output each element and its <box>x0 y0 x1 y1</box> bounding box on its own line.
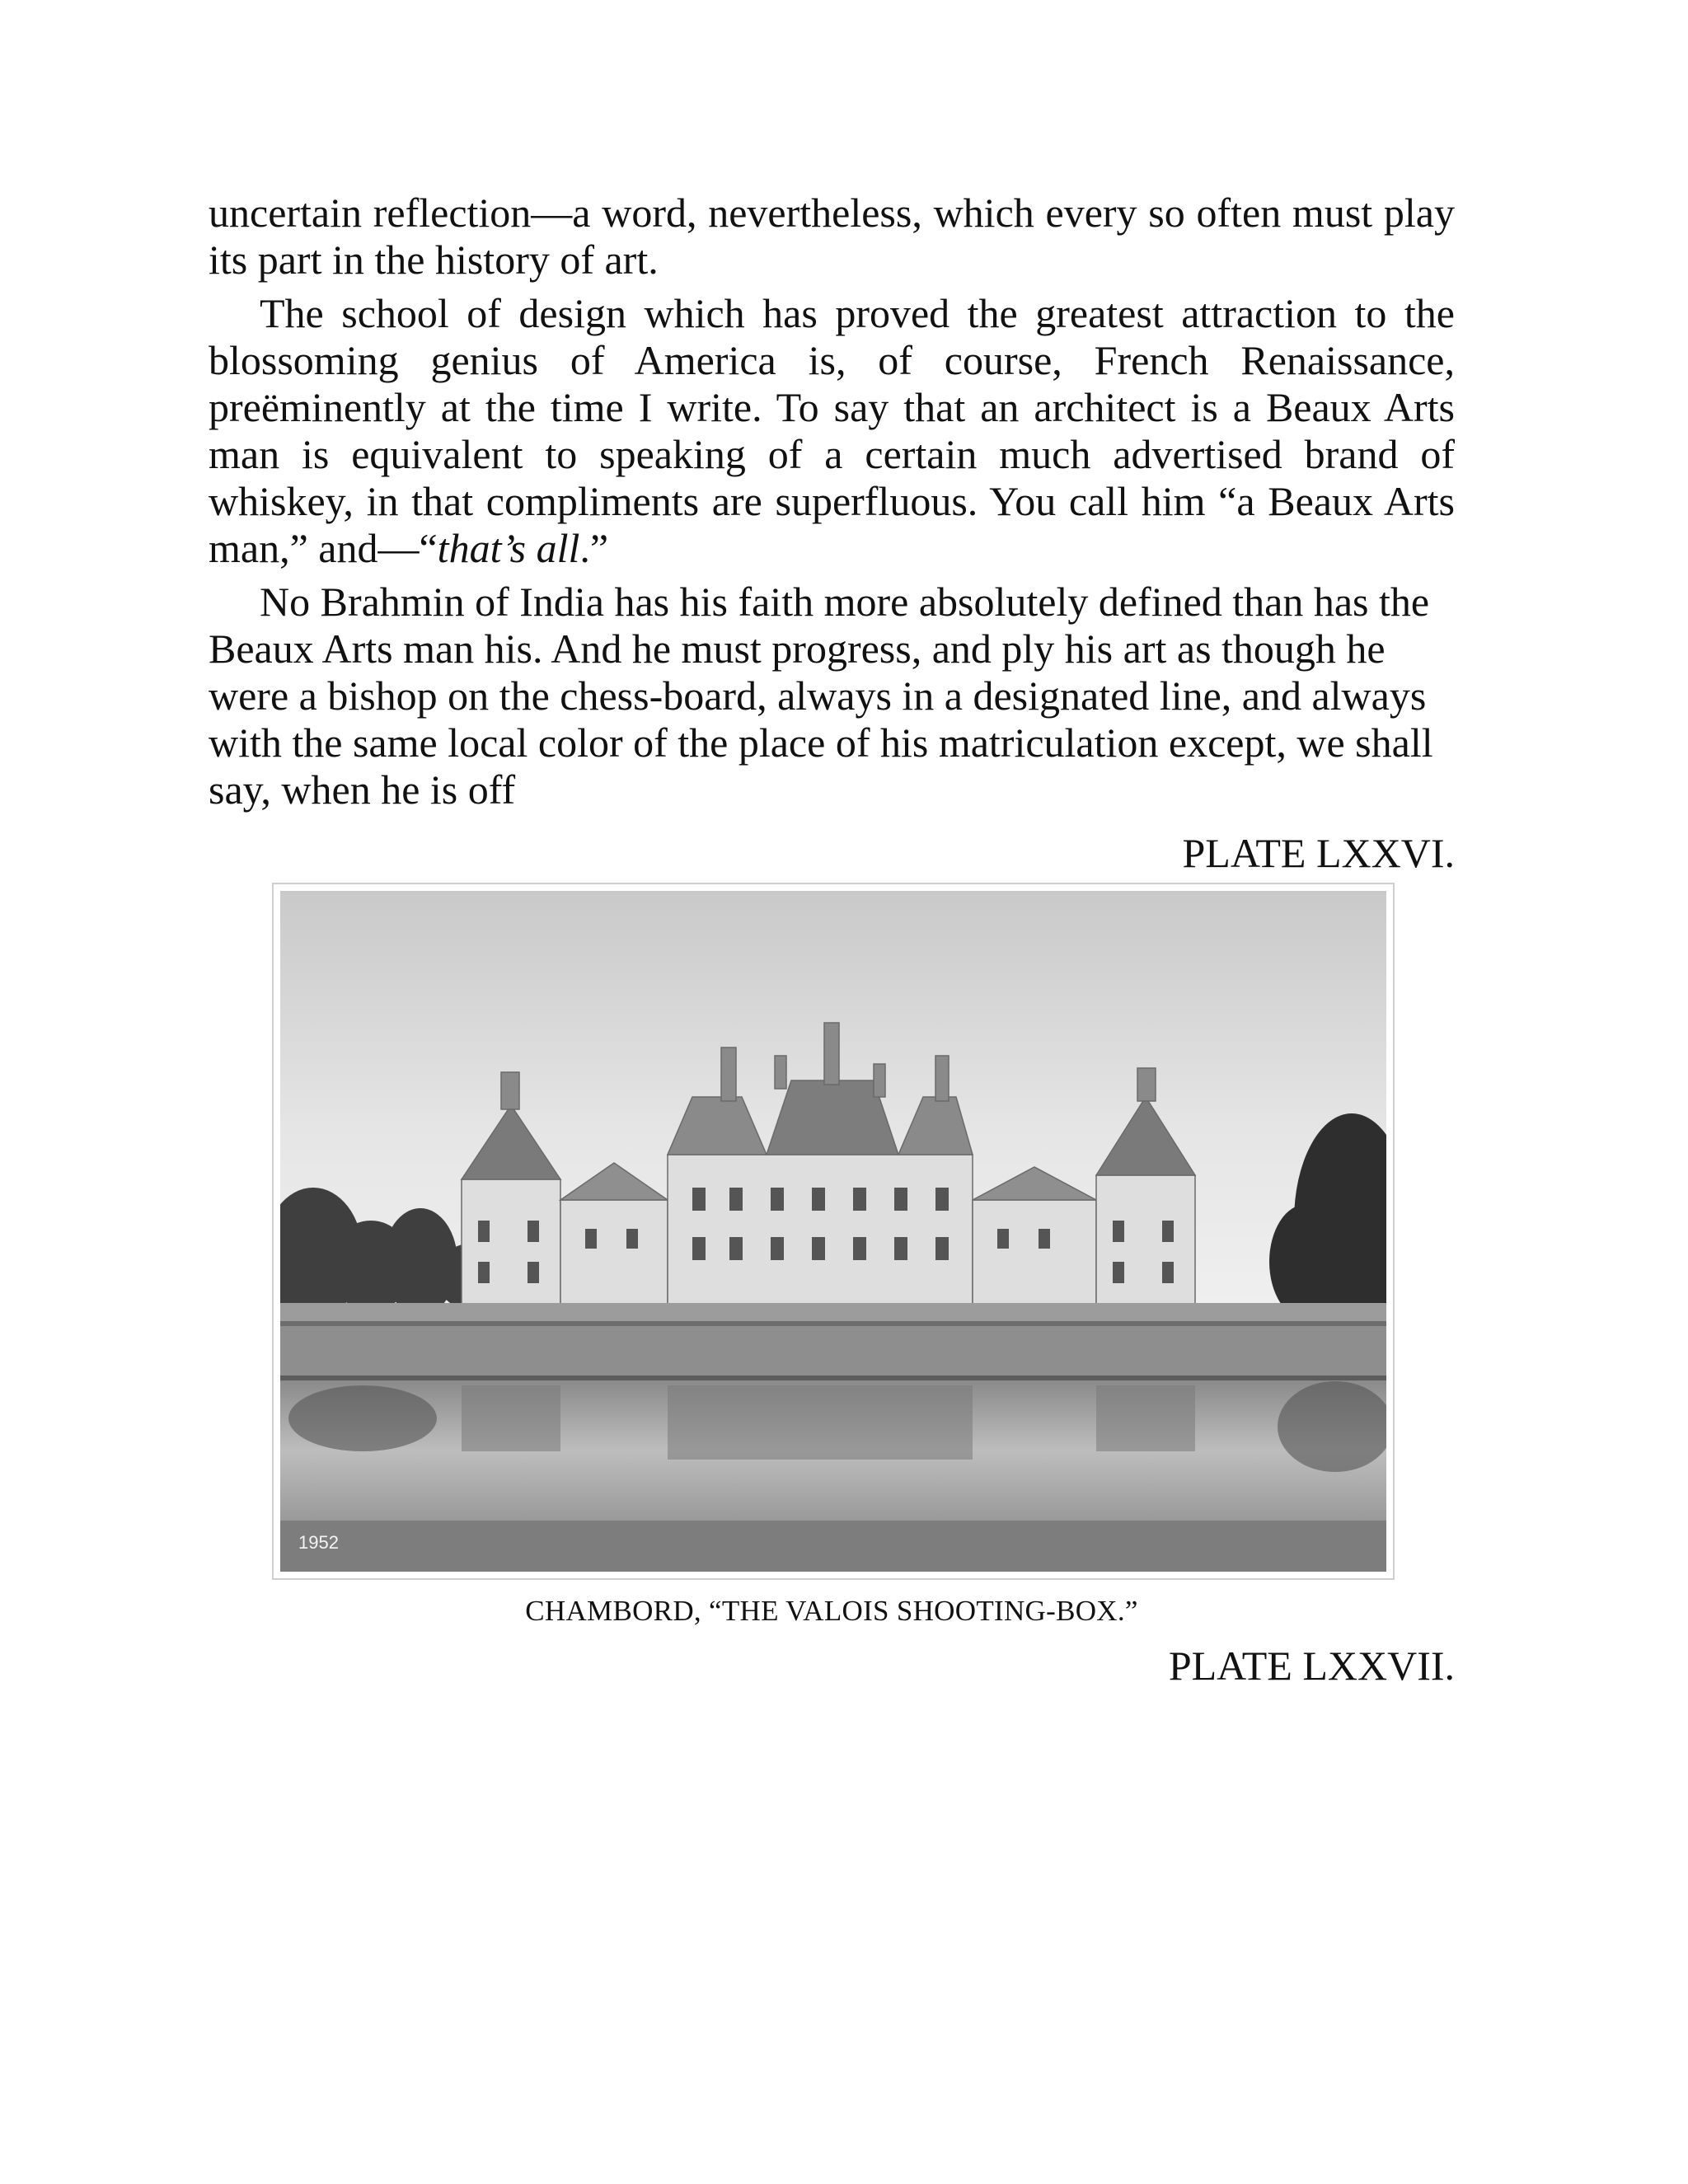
chateau-illustration <box>280 891 1386 1572</box>
paragraph-2-text: The school of design which has proved the greatest attraction to the blossoming genius of America is, of course, French Renaissance, preëminently at the time I write. To say that an architect is a Beaux Arts man is equivalent to speaking of a certain much advertised brand of whiskey, in that compliments are superfluous. You call him “a Beaux Arts man,” and—“ <box>209 290 1455 571</box>
plate-photograph-frame <box>272 883 1395 1580</box>
plate-label-bottom: PLATE LXXVII. <box>1168 1643 1455 1689</box>
plate-caption: CHAMBORD, “THE VALOIS SHOOTING-BOX.” <box>525 1595 1138 1627</box>
photo-number: 1952 <box>298 1532 339 1553</box>
plate-label-top: PLATE LXXVI. <box>1182 830 1455 876</box>
paragraph-2-end: .” <box>579 525 609 571</box>
paragraph-3: No Brahmin of India has his faith more absolutely defined than has the Beaux Arts man his. And he must progress, and ply his art as though he were a bishop on the chess-board, always in a designated line, and always with the same local color of the place of his matriculation except, we shall say, when he is off <box>209 579 1433 813</box>
paragraph-2-italic: that’s all <box>437 525 580 571</box>
page-content <box>209 190 1455 1690</box>
chambord-photograph <box>280 891 1386 1572</box>
paragraph-1: uncertain reflection—a word, nevertheless, which every so often must play its part in the history of art. <box>209 190 1455 283</box>
paragraph-2 <box>209 290 1455 572</box>
